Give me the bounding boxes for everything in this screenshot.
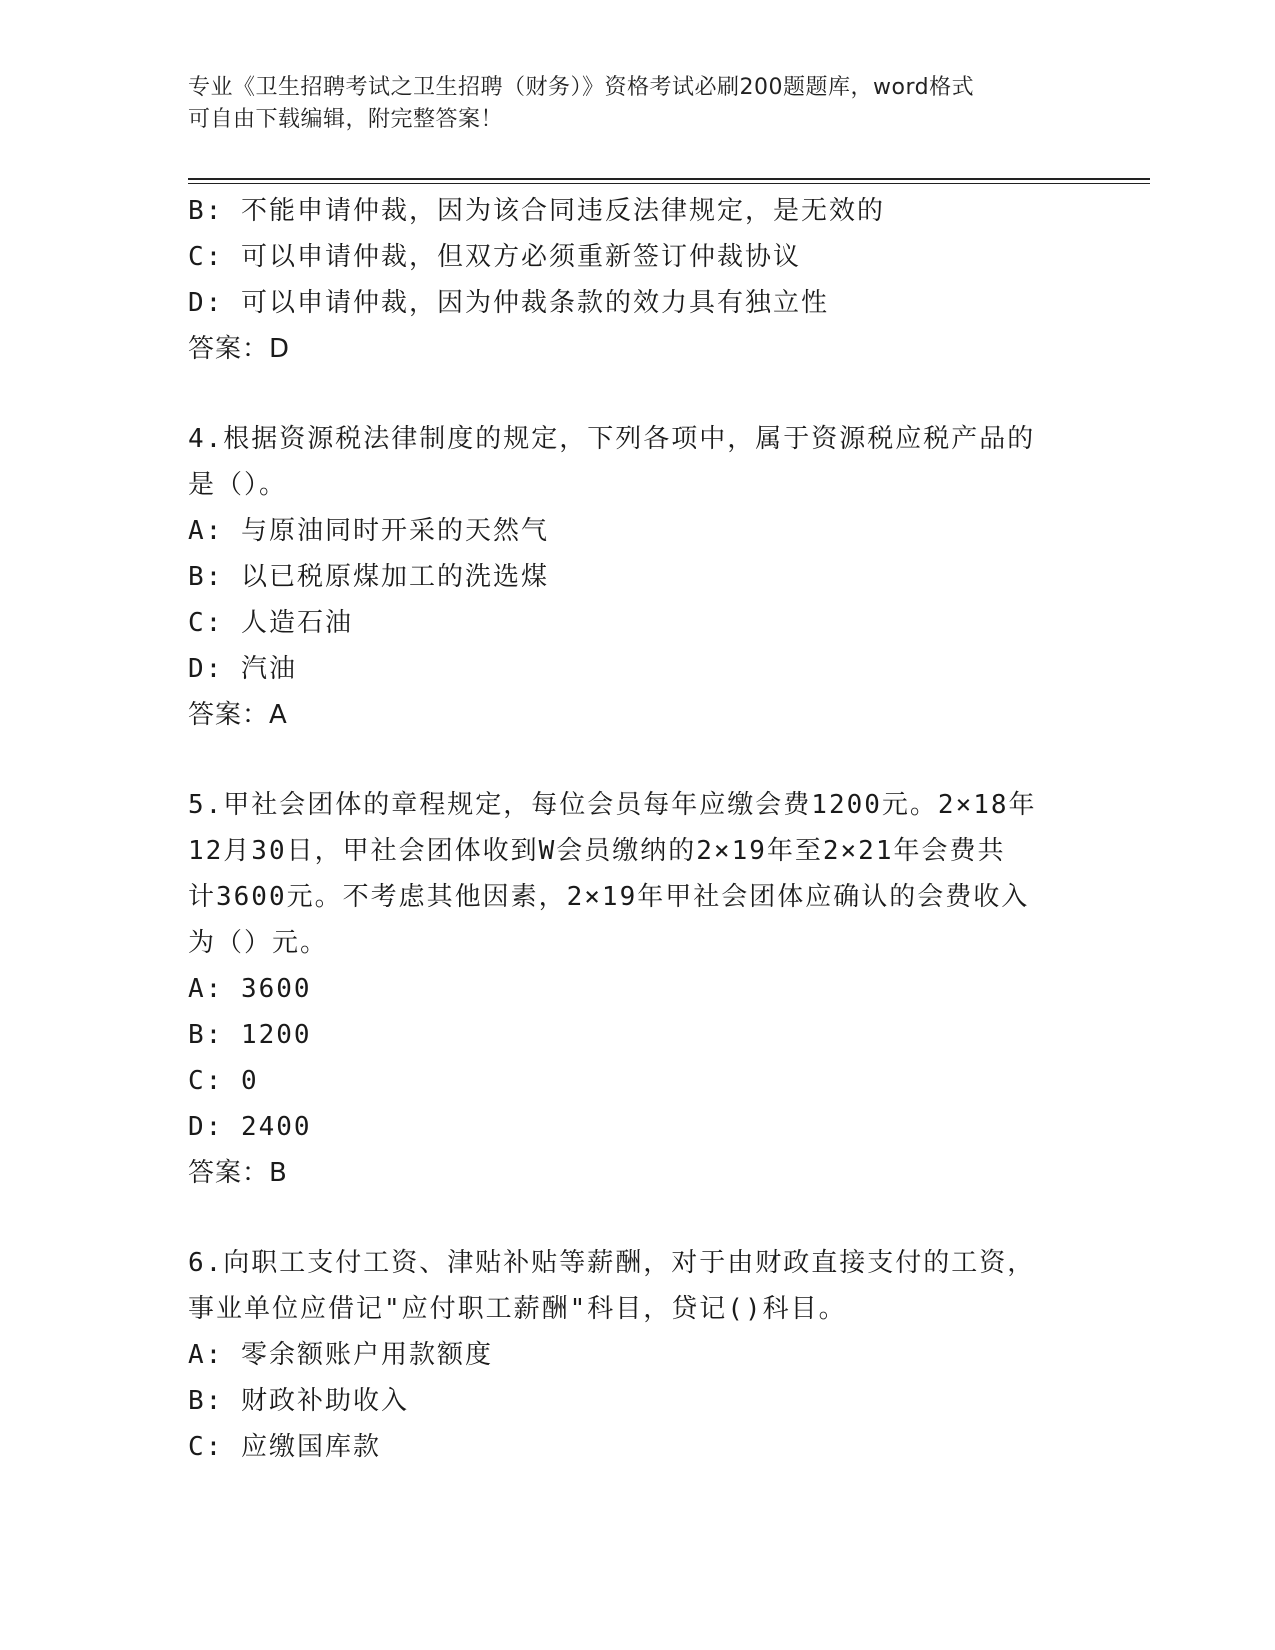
spacer: [188, 1196, 1088, 1240]
document-header: [188, 72, 1068, 136]
q4-answer: 答案：A: [188, 700, 288, 730]
header-line-1: 专业《卫生招聘考试之卫生招聘（财务）》资格考试必刷200题题库，word格式: [188, 75, 975, 100]
header-line-2: 可自由下载编辑，附完整答案！: [188, 107, 504, 132]
q5-option-a: A: 3600: [188, 974, 312, 1004]
question-6: [188, 1240, 1088, 1470]
q5-option-d: D: 2400: [188, 1112, 312, 1142]
q4-option-b: B: 以已税原煤加工的洗选煤: [188, 562, 549, 592]
q3-option-b: B: 不能申请仲裁，因为该合同违反法律规定，是无效的: [188, 196, 885, 226]
q3-answer: 答案：D: [188, 334, 291, 364]
q4-stem-line-1: 4.根据资源税法律制度的规定，下列各项中，属于资源税应税产品的: [188, 424, 1036, 454]
q5-option-b: B: 1200: [188, 1020, 312, 1050]
q6-stem-line-1: 6.向职工支付工资、津贴补贴等薪酬，对于由财政直接支付的工资，: [188, 1248, 1036, 1278]
q5-answer: 答案：B: [188, 1158, 288, 1188]
spacer: [188, 738, 1088, 782]
q6-option-a: A: 零余额账户用款额度: [188, 1340, 493, 1370]
header-divider-thin: [188, 183, 1150, 184]
q6-option-c: C: 应缴国库款: [188, 1432, 381, 1462]
q5-stem-line-3: 计3600元。不考虑其他因素，2×19年甲社会团体应确认的会费收入: [188, 882, 1030, 912]
q5-stem-line-2: 12月30日，甲社会团体收到W会员缴纳的2×19年至2×21年会费共: [188, 836, 1006, 866]
q3-option-d: D: 可以申请仲裁，因为仲裁条款的效力具有独立性: [188, 288, 829, 318]
q4-stem-line-2: 是（）。: [188, 470, 288, 500]
question-5: [188, 782, 1088, 1196]
q6-option-b: B: 财政补助收入: [188, 1386, 409, 1416]
question-content: [188, 188, 1088, 1470]
header-divider-thick: [188, 178, 1150, 180]
q4-option-c: C: 人造石油: [188, 608, 353, 638]
q5-option-c: C: 0: [188, 1066, 259, 1096]
spacer: [188, 372, 1088, 416]
q4-option-d: D: 汽油: [188, 654, 297, 684]
question-3: [188, 188, 1088, 372]
q3-option-c: C: 可以申请仲裁，但双方必须重新签订仲裁协议: [188, 242, 801, 272]
q6-stem-line-2: 事业单位应借记"应付职工薪酬"科目，贷记()科目。: [188, 1294, 847, 1324]
q4-option-a: A: 与原油同时开采的天然气: [188, 516, 549, 546]
q5-stem-line-4: 为（）元。: [188, 928, 329, 958]
question-4: [188, 416, 1088, 738]
q5-stem-line-1: 5.甲社会团体的章程规定，每位会员每年应缴会费1200元。2×18年: [188, 790, 1037, 820]
